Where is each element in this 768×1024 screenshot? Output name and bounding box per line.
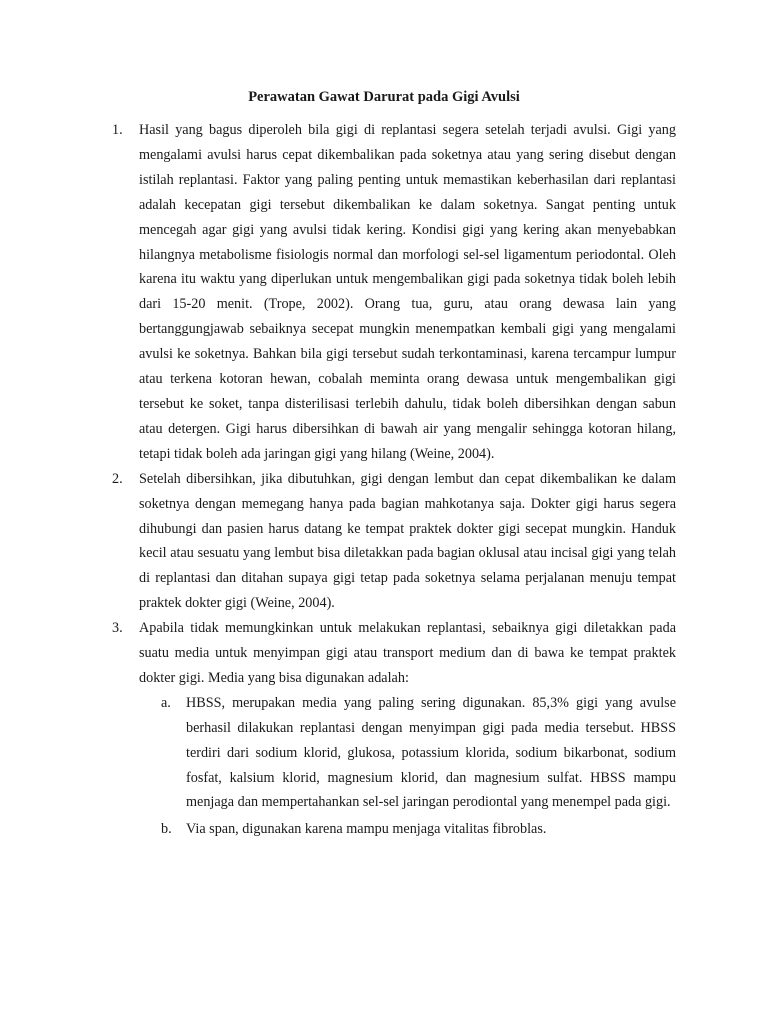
document-body bbox=[112, 118, 676, 842]
sub-item-letter: a. bbox=[161, 694, 171, 711]
sub-item-b bbox=[161, 817, 676, 842]
list-item-text: Apabila tidak memungkinkan untuk melakukan replantasi, sebaiknya gigi diletakkan pada suatu media untuk menyimpan gigi atau transport medium dan di bawa ke tempat praktek dokter gigi. Media yang bisa digunakan adalah: bbox=[139, 620, 676, 686]
list-item-3 bbox=[112, 616, 676, 691]
sub-item-text: Via span, digunakan karena mampu menjaga vitalitas fibroblas. bbox=[186, 821, 547, 838]
list-number: 1. bbox=[112, 122, 123, 138]
list-item-1 bbox=[112, 118, 676, 467]
sub-item-letter: b. bbox=[161, 821, 172, 838]
sub-item-a bbox=[161, 691, 676, 816]
list-item-2 bbox=[112, 467, 676, 616]
list-item-text: Hasil yang bagus diperoleh bila gigi di replantasi segera setelah terjadi avulsi. Gigi yang mengalami avulsi harus cepat dikembalikan pada soketnya atau yang sering disebut dengan istilah replantasi. Faktor yang paling penting untuk memastikan keberhasilan dari replantasi adalah kecepatan gigi tersebut dikembalikan ke dalam soketnya. Sangat penting untuk mencegah agar gigi yang avulsi tidak kering. Kondisi gigi yang kering akan menyebabkan hilangnya metabolisme fisiologis normal dan morfologi sel-sel ligamentum periodontal. Oleh karena itu waktu yang diperlukan untuk mengembalikan gigi pada soketnya tidak boleh lebih dari 15-20 menit. (Trope, 2002). Orang tua, guru, atau orang dewasa lain yang bertanggungjawab sebaiknya secepat mungkin menempatkan kembali gigi yang mengalami avulsi ke soketnya. Bahkan bila gigi tersebut sudah terkontaminasi, karena tercampur lumpur atau terkena kotoran hewan, cobalah meminta orang dewasa untuk mengembalikan gigi tersebut ke soket, tanpa disterilisasi terlebih dahulu, tidak boleh dibersihkan dengan sabun atau detergen. Gigi harus dibersihkan di bawah air yang mengalir sehingga kotoran hilang, tetapi tidak boleh ada jaringan gigi yang hilang (Weine, 2004). bbox=[139, 122, 676, 462]
sub-item-text: HBSS, merupakan media yang paling sering digunakan. 85,3% gigi yang avulse berhasil dilakukan replantasi dengan menyimpan gigi pada media tersebut. HBSS terdiri dari sodium klorid, glukosa, potassium klorida, sodium bikarbonat, sodium fosfat, kalsium klorid, magnesium klorid, dan magnesium sulfat. HBSS mampu menjaga dan mempertahankan sel-sel jaringan perodiontal yang menempel pada gigi. bbox=[186, 694, 676, 811]
page-title: Perawatan Gawat Darurat pada Gigi Avulsi bbox=[248, 89, 520, 105]
list-number: 3. bbox=[112, 620, 123, 637]
list-item-text: Setelah dibersihkan, jika dibutuhkan, gigi dengan lembut dan cepat dikembalikan ke dalam soketnya dengan memegang hanya pada bagian mahkotanya saja. Dokter gigi harus segera dihubungi dan pasien harus datang ke tempat praktek dokter gigi secepat mungkin. Handuk kecil atau sesuatu yang lembut bisa diletakkan pada bagian oklusal atau incisal gigi yang telah di replantasi dan ditahan supaya gigi tetap pada soketnya selama perjalanan menuju tempat praktek dokter gigi (Weine, 2004). bbox=[139, 470, 676, 612]
list-number: 2. bbox=[112, 470, 123, 487]
